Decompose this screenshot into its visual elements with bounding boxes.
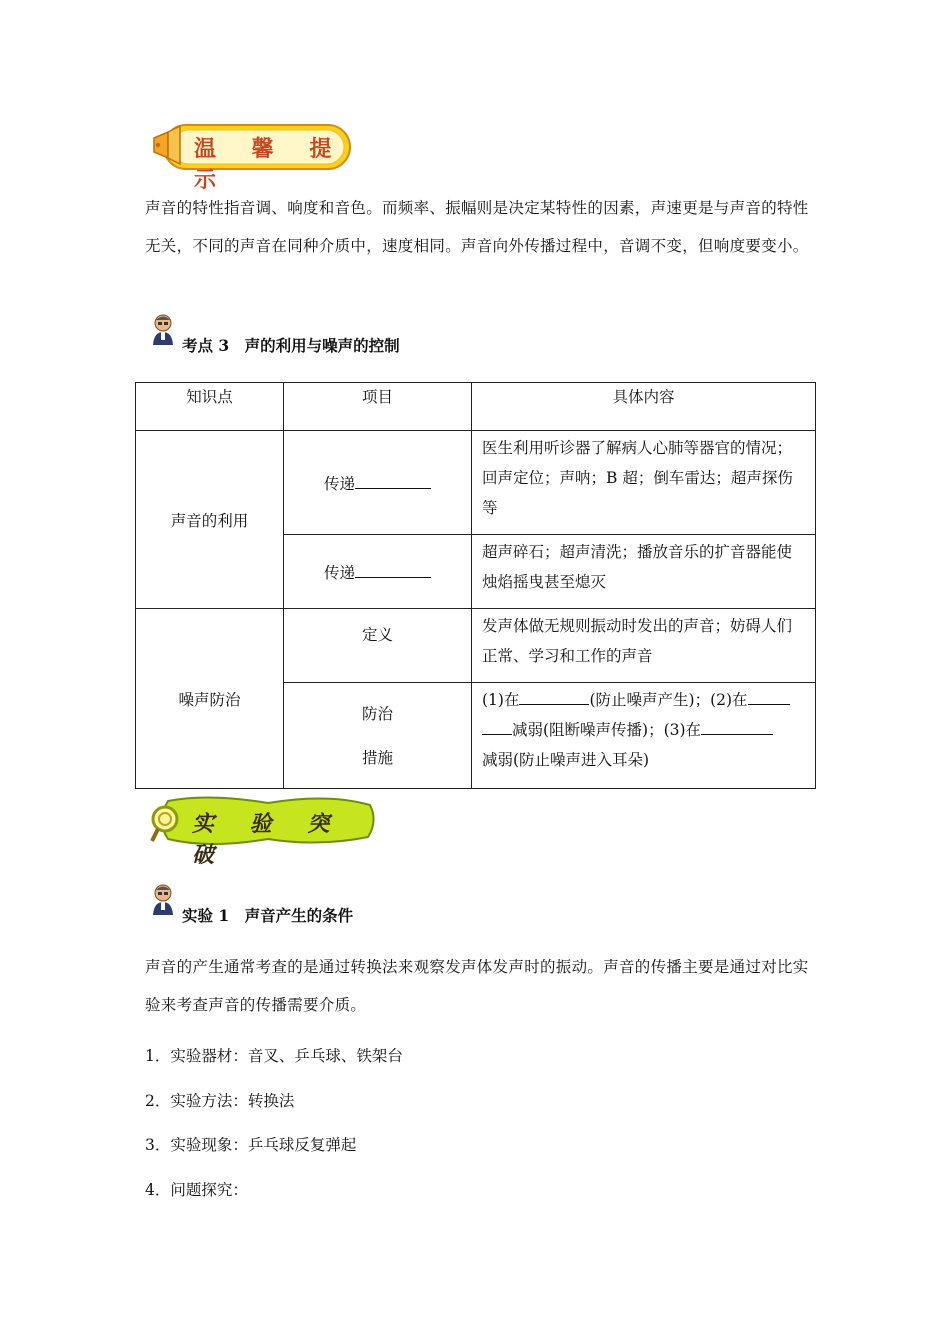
experiment-list bbox=[145, 1034, 403, 1212]
experiment-banner-title: 实 验 突 破 bbox=[192, 812, 344, 868]
group-noise-control: 噪声防治 bbox=[136, 609, 284, 789]
list-item: 2．实验方法：转换法 bbox=[145, 1091, 295, 1110]
noise-row2-item bbox=[284, 683, 472, 789]
noise-row2-item-b: 措施 bbox=[361, 748, 393, 767]
noise-row1-item: 定义 bbox=[284, 609, 472, 683]
table-row bbox=[136, 431, 816, 535]
table-header-row bbox=[136, 383, 816, 431]
noise-row1-content: 发声体做无规则振动时发出的声音；妨碍人们正常、学习和工作的声音 bbox=[472, 609, 816, 683]
list-item: 3．实验现象：乒乓球反复弹起 bbox=[145, 1136, 357, 1154]
use-row2-label: 传递 bbox=[323, 563, 355, 582]
list-item: 1．实验器材：音叉、乒乓球、铁架台 bbox=[145, 1047, 403, 1065]
header-item: 项目 bbox=[284, 383, 472, 431]
group-sound-use: 声音的利用 bbox=[136, 431, 284, 609]
tip-paragraph: 声音的特性指音调、响度和音色。而频率、振幅则是决定某特性的因素，声速更是与声音的特性无关，不同的声音在同种介质中，速度相同。声音向外传播过程中，音调不变，但响度要变小。 bbox=[145, 199, 809, 255]
point3-title: 考点 3 声的利用与噪声的控制 bbox=[182, 336, 400, 355]
header-content: 具体内容 bbox=[472, 383, 816, 431]
experiment-banner bbox=[148, 795, 378, 868]
noise-row2-text-3: 减弱(阻断噪声传播)；(3)在 bbox=[512, 721, 702, 739]
use-row2-content: 超声碎石；超声清洗；播放音乐的扩音器能使烛焰摇曳甚至熄灭 bbox=[472, 535, 816, 609]
use-row1-content: 医生利用听诊器了解病人心肺等器官的情况；回声定位；声呐；B 超；倒车雷达；超声探伤等 bbox=[472, 431, 816, 535]
noise-row2-item-a: 防治 bbox=[361, 704, 393, 723]
experiment-intro: 声音的产生通常考查的是通过转换法来观察发声体发声时的振动。声音的传播主要是通过对比实验来考查声音的传播需要介质。 bbox=[145, 958, 809, 1014]
noise-blank-3[interactable] bbox=[701, 720, 773, 735]
noise-row2-text-2: (防止噪声产生)；(2)在 bbox=[589, 691, 748, 709]
noise-row2-content bbox=[472, 683, 816, 789]
table-row bbox=[136, 609, 816, 683]
use-row2-blank[interactable] bbox=[355, 563, 431, 578]
tip-banner bbox=[150, 122, 355, 193]
use-row1-label: 传递 bbox=[323, 474, 355, 493]
noise-row2-text-4: 减弱(防止噪声进入耳朵) bbox=[482, 751, 650, 769]
use-row2-item bbox=[284, 535, 472, 609]
list-item: 4．问题探究： bbox=[145, 1180, 248, 1199]
use-row1-blank[interactable] bbox=[355, 474, 431, 489]
header-knowledge-point: 知识点 bbox=[136, 383, 284, 431]
tip-banner-title: 温 馨 提 示 bbox=[194, 137, 346, 193]
experiment1-title: 实验 1 声音产生的条件 bbox=[182, 906, 354, 925]
use-row1-item bbox=[284, 431, 472, 535]
noise-blank-2a[interactable] bbox=[748, 690, 790, 705]
noise-blank-1[interactable] bbox=[519, 690, 589, 705]
knowledge-table bbox=[135, 382, 816, 789]
teacher-avatar-icon bbox=[150, 883, 176, 917]
noise-row2-text-1: (1)在 bbox=[482, 691, 520, 709]
noise-blank-2b[interactable] bbox=[482, 720, 512, 735]
teacher-avatar-icon bbox=[150, 313, 176, 347]
